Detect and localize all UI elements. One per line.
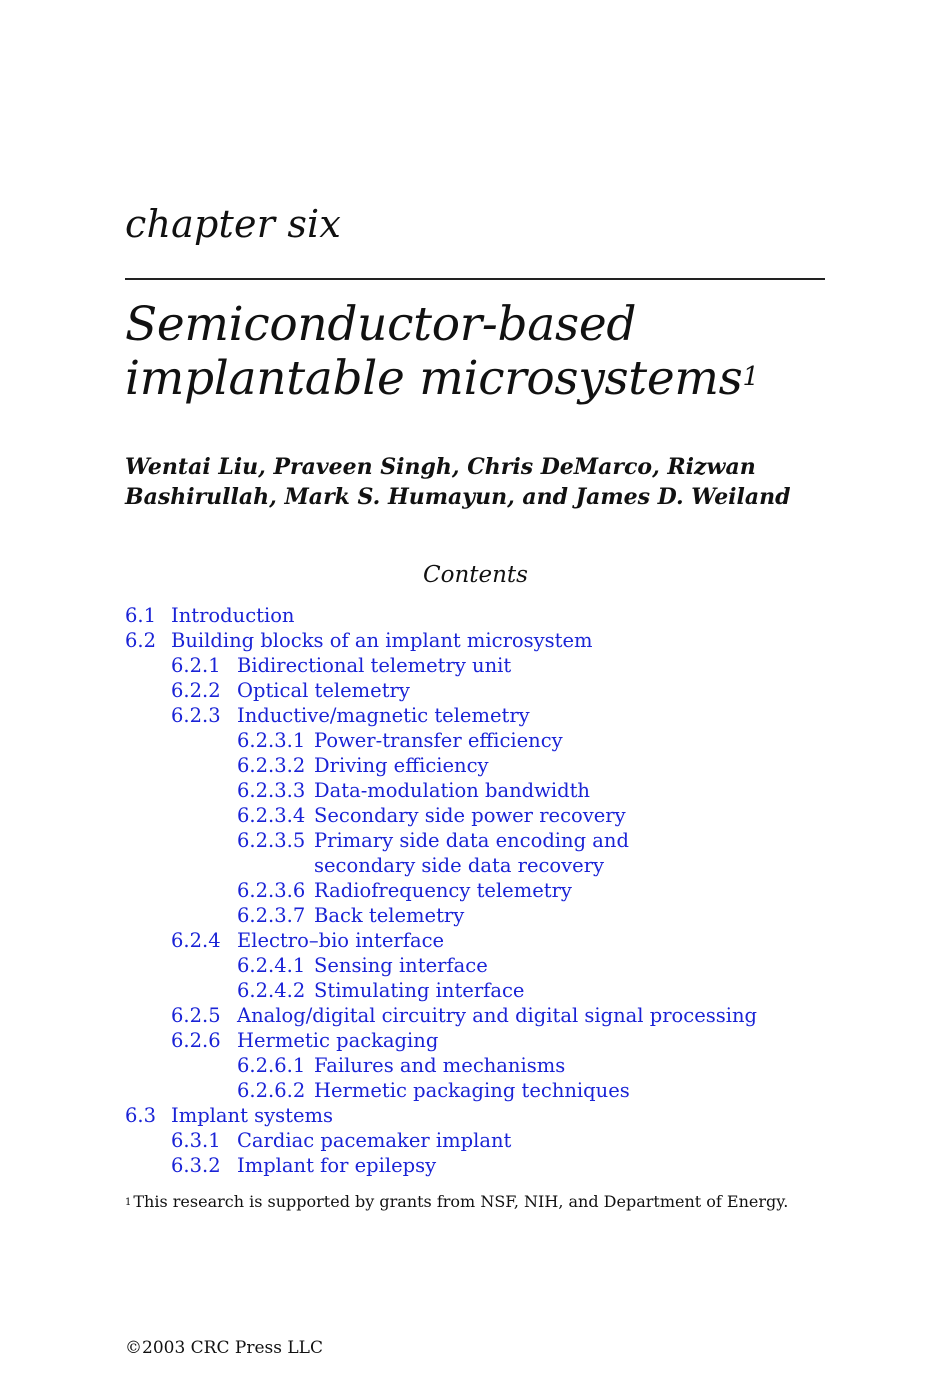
toc-entry[interactable] [125, 828, 825, 878]
toc-entry-title[interactable]: Driving efficiency [314, 754, 489, 777]
toc-entry[interactable] [125, 803, 825, 828]
toc-entry-number[interactable]: 6.3 [125, 1104, 157, 1127]
chapter-rule [125, 278, 825, 280]
toc-entry[interactable] [125, 1003, 825, 1028]
toc-entry[interactable] [125, 653, 825, 678]
toc-entry-title[interactable]: Implant systems [171, 1104, 334, 1127]
title-footnote-mark[interactable]: 1 [742, 362, 759, 392]
toc-entry-title[interactable]: Building blocks of an implant microsystem [171, 629, 593, 652]
toc-entry-number[interactable]: 6.3.1 [171, 1129, 221, 1152]
table-of-contents [125, 603, 825, 1178]
toc-entry-number[interactable]: 6.2.3 [171, 704, 221, 727]
toc-entry-number[interactable]: 6.2.2 [171, 679, 221, 702]
toc-entry-number[interactable]: 6.2.4.1 [237, 954, 306, 977]
toc-entry-number[interactable]: 6.2 [125, 629, 157, 652]
toc-entry-title[interactable]: Back telemetry [314, 904, 465, 927]
toc-entry-number[interactable]: 6.2.3.6 [237, 879, 306, 902]
toc-entry-title[interactable]: Hermetic packaging techniques [314, 1079, 630, 1102]
toc-entry[interactable] [125, 903, 825, 928]
toc-entry[interactable] [125, 978, 825, 1003]
toc-entry[interactable] [125, 1128, 825, 1153]
toc-entry-title[interactable]: Analog/digital circuitry and digital signal processing [237, 1004, 758, 1027]
toc-entry[interactable] [125, 603, 825, 628]
authors [125, 452, 845, 512]
toc-entry-title[interactable]: Optical telemetry [237, 679, 410, 702]
toc-entry-number[interactable]: 6.2.3.7 [237, 904, 306, 927]
toc-entry-title[interactable]: Bidirectional telemetry unit [237, 654, 512, 677]
toc-entry-number[interactable]: 6.3.2 [171, 1154, 221, 1177]
toc-entry[interactable] [125, 728, 825, 753]
footnote-text: This research is supported by grants from NSF, NIH, and Department of Energy. [133, 1192, 789, 1211]
toc-entry[interactable] [125, 778, 825, 803]
toc-entry[interactable] [125, 703, 825, 728]
toc-entry-number[interactable]: 6.2.4 [171, 929, 221, 952]
toc-entry[interactable] [125, 953, 825, 978]
toc-entry[interactable] [125, 878, 825, 903]
toc-entry-number[interactable]: 6.2.4.2 [237, 979, 306, 1002]
authors-line1: Wentai Liu, Praveen Singh, Chris DeMarco, Rizwan [125, 454, 756, 480]
toc-entry-number[interactable]: 6.2.5 [171, 1004, 221, 1027]
chapter-title-line1: Semiconductor-based [125, 297, 637, 352]
toc-entry-title[interactable]: Implant for epilepsy [237, 1154, 437, 1177]
toc-entry-title[interactable]: Primary side data encoding and secondary side data recovery [314, 829, 629, 877]
footnote [125, 1192, 788, 1212]
toc-entry-number[interactable]: 6.2.6.2 [237, 1079, 306, 1102]
toc-entry[interactable] [125, 928, 825, 953]
toc-entry-title[interactable]: Introduction [171, 604, 295, 627]
toc-entry[interactable] [125, 1153, 825, 1178]
toc-entry[interactable] [125, 753, 825, 778]
toc-entry-title[interactable]: Hermetic packaging [237, 1029, 439, 1052]
toc-entry-title[interactable]: Power-transfer efficiency [314, 729, 563, 752]
toc-entry-title[interactable]: Sensing interface [314, 954, 488, 977]
toc-entry-number[interactable]: 6.1 [125, 604, 157, 627]
toc-entry-title[interactable]: Failures and mechanisms [314, 1054, 566, 1077]
toc-entry[interactable] [125, 1028, 825, 1053]
toc-entry-title[interactable]: Radiofrequency telemetry [314, 879, 572, 902]
toc-entry-title[interactable]: Cardiac pacemaker implant [237, 1129, 512, 1152]
toc-entry[interactable] [125, 678, 825, 703]
chapter-title-line2: implantable microsystems [125, 351, 743, 406]
toc-entry-number[interactable]: 6.2.3.4 [237, 804, 306, 827]
toc-entry-title[interactable]: Stimulating interface [314, 979, 525, 1002]
toc-entry[interactable] [125, 628, 825, 653]
toc-entry-title[interactable]: Inductive/magnetic telemetry [237, 704, 530, 727]
contents-heading: Contents [423, 562, 528, 588]
toc-entry-number[interactable]: 6.2.1 [171, 654, 221, 677]
footnote-mark: 1 [125, 1197, 132, 1208]
toc-entry-number[interactable]: 6.2.6 [171, 1029, 221, 1052]
toc-entry-number[interactable]: 6.2.3.5 [237, 829, 306, 852]
chapter-label: chapter six [125, 202, 342, 246]
toc-entry-title[interactable]: Secondary side power recovery [314, 804, 626, 827]
toc-entry-title[interactable]: Electro–bio interface [237, 929, 445, 952]
toc-entry-number[interactable]: 6.2.3.2 [237, 754, 306, 777]
chapter-title [125, 298, 759, 406]
toc-entry[interactable] [125, 1078, 825, 1103]
toc-entry-number[interactable]: 6.2.6.1 [237, 1054, 306, 1077]
toc-entry[interactable] [125, 1103, 825, 1128]
authors-line2: Bashirullah, Mark S. Humayun, and James D. Weiland [125, 484, 791, 510]
copyright: ©2003 CRC Press LLC [125, 1338, 323, 1358]
toc-entry-title[interactable]: Data-modulation bandwidth [314, 779, 590, 802]
toc-entry-number[interactable]: 6.2.3.1 [237, 729, 306, 752]
toc-entry-number[interactable]: 6.2.3.3 [237, 779, 306, 802]
toc-entry[interactable] [125, 1053, 825, 1078]
